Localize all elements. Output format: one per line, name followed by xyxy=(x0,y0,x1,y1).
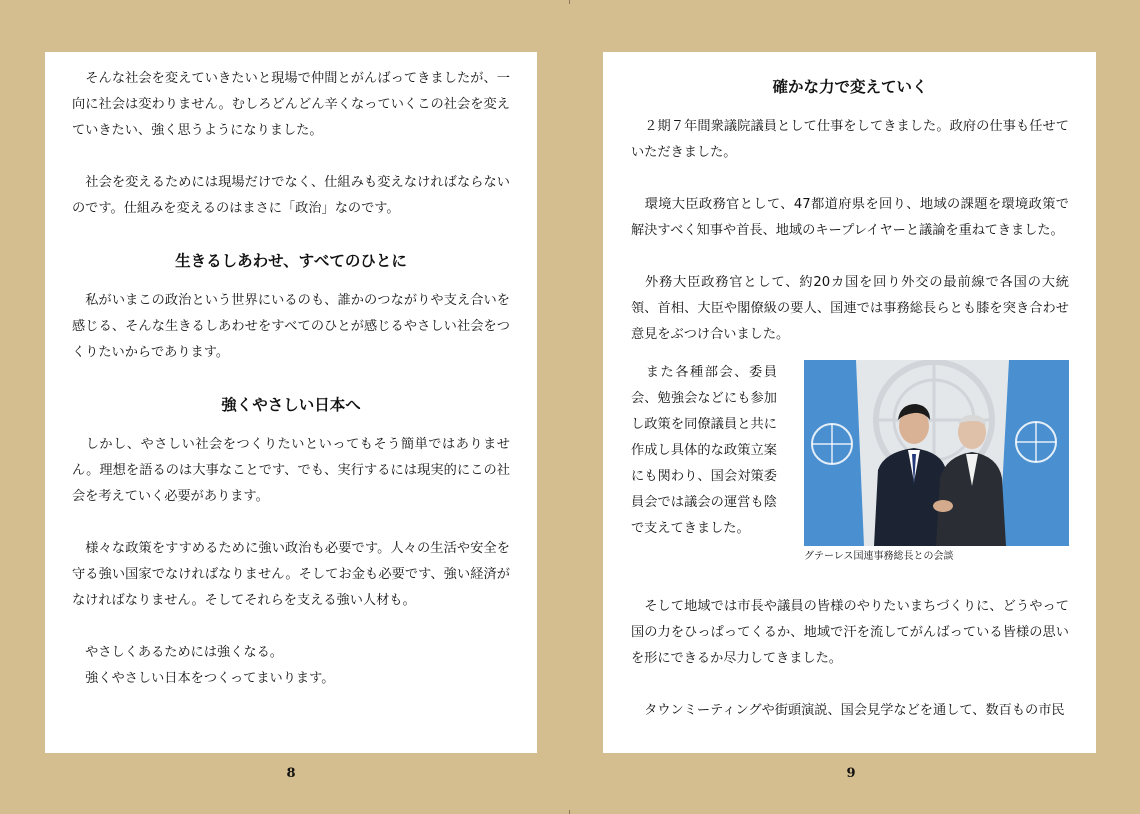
right-page xyxy=(603,52,1096,753)
left-paragraph-5: 様々な政策をすすめるために強い政治も必要です。人々の生活や安全を守る強い国家でなければなりません。そしてお金も必要です、強い経済がなければなりません。そしてそれらを支える強い人材も。 xyxy=(72,541,510,608)
left-paragraph-1: そんな社会を変えていきたいと現場で仲間とがんばってきましたが、一向に社会は変わりません。むしろどんどん辛くなっていくこの社会を変えていきたい、強く思うようになりました。 xyxy=(72,71,510,138)
figure-side-text xyxy=(631,360,777,564)
figure-row xyxy=(631,360,1069,564)
left-paragraph-4: しかし、やさしい社会をつくりたいといってもそう簡単ではありません。理想を語るのは大事なことです、でも、実行するには現実的にこの社会を考えていく必要があります。 xyxy=(72,437,510,504)
section-heading-strong-japan: 強くやさしい日本へ xyxy=(221,396,361,414)
photo-caption: グテーレス国連事務総長との会談 xyxy=(804,551,954,562)
right-paragraph-4: また各種部会、委員会、勉強会などにも参加し政策を同僚議員と共に作成し具体的な政策立案にも関わり、国会対策委員会では議会の運営も陰で支えてきました。 xyxy=(631,365,777,536)
right-paragraph-2: 環境大臣政務官として、47都道府県を回り、地域の課題を環境政策で解決すべく知事や首長、地域のキープレイヤーと議論を重ねてきました。 xyxy=(631,197,1069,238)
spine-mark-top xyxy=(569,0,570,4)
un-flag-right xyxy=(999,360,1069,546)
section-heading-change: 確かな力で変えていく xyxy=(772,78,928,96)
right-paragraph-5: そして地域では市長や議員の皆様のやりたいまちづくりに、どうやって国の力をひっぱってくるか、地域で汗を流してがんばっている皆様の思いを形にできるか尽力してきました。 xyxy=(631,599,1069,666)
page-number-left: 8 xyxy=(286,766,296,781)
left-paragraph-6b: 強くやさしい日本をつくってまいります。 xyxy=(72,671,335,686)
right-paragraph-6: タウンミーティングや街頭演説、国会見学などを通して、数百もの市民 xyxy=(631,703,1065,718)
right-paragraph-1: ２期７年間衆議院議員として仕事をしてきました。政府の仕事も任せていただきました。 xyxy=(631,119,1069,160)
right-paragraph-3: 外務大臣政務官として、約20カ国を回り外交の最前線で各国の大統領、首相、大臣や閣僚級の要人、国連では事務総長らとも膝を突き合わせ意見をぶつけ合いました。 xyxy=(631,275,1069,342)
page-number-right: 9 xyxy=(846,766,856,781)
left-paragraph-3: 私がいまこの政治という世界にいるのも、誰かのつながりや支え合いを感じる、そんな生きるしあわせをすべてのひとが感じるやさしい社会をつくりたいからであります。 xyxy=(72,293,510,360)
un-meeting-photo xyxy=(804,360,1069,546)
spine-mark-bottom xyxy=(569,810,570,814)
photo-figure xyxy=(804,360,1069,564)
left-paragraph-6a: やさしくあるためには強くなる。 xyxy=(72,645,283,660)
left-page xyxy=(45,52,537,753)
photo-illustration xyxy=(804,360,1069,546)
section-heading-happiness: 生きるしあわせ、すべてのひとに xyxy=(175,252,407,270)
left-paragraph-2: 社会を変えるためには現場だけでなく、仕組みも変えなければならないのです。仕組みを変えるのはまさに「政治」なのです。 xyxy=(72,175,510,216)
un-flag-left xyxy=(804,360,864,546)
handshake xyxy=(933,500,953,512)
